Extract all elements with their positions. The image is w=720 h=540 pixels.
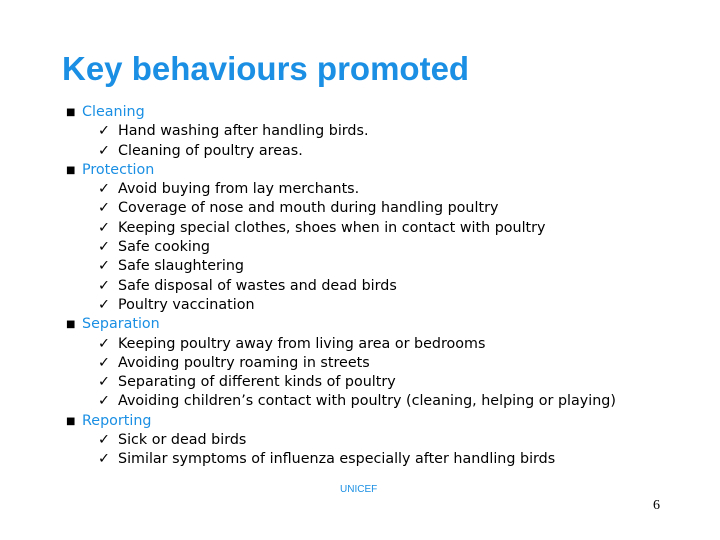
item-text: Sick or dead birds <box>118 432 247 449</box>
category-label: Cleaning <box>82 104 145 120</box>
category-label: Protection <box>82 161 155 178</box>
list-item <box>66 238 706 257</box>
category-label: Separation <box>82 316 160 333</box>
square-bullet-icon: ■ <box>66 107 76 118</box>
category-reporting <box>66 412 706 431</box>
behaviour-list <box>66 103 706 470</box>
checkmark-icon: ✓ <box>98 354 110 371</box>
list-item <box>66 219 706 238</box>
checkmark-icon: ✓ <box>98 219 110 236</box>
list-item <box>66 142 706 161</box>
item-text: Coverage of nose and mouth during handling poultry <box>118 200 499 217</box>
square-bullet-icon: ■ <box>66 164 76 176</box>
item-text: Similar symptoms of influenza especially after handling birds <box>118 451 556 468</box>
category-cleaning <box>66 103 706 122</box>
page-number: 6 <box>653 498 660 513</box>
list-item <box>66 335 706 354</box>
slide-title: Key behaviours promoted <box>62 50 470 87</box>
checkmark-icon: ✓ <box>98 451 110 468</box>
list-item <box>66 199 706 218</box>
category-label: Reporting <box>82 412 152 429</box>
list-item <box>66 122 706 141</box>
item-text: Cleaning of poultry areas. <box>118 142 303 159</box>
checkmark-icon: ✓ <box>98 432 110 449</box>
checkmark-icon: ✓ <box>98 277 110 294</box>
checkmark-icon: ✓ <box>98 393 110 410</box>
checkmark-icon: ✓ <box>98 258 110 275</box>
square-bullet-icon: ■ <box>66 415 76 427</box>
item-text: Poultry vaccination <box>118 296 255 313</box>
item-text: Avoiding poultry roaming in streets <box>118 354 370 371</box>
checkmark-icon: ✓ <box>98 181 110 198</box>
footer-text: UNICEF <box>340 484 378 495</box>
item-text: Avoid buying from lay merchants. <box>118 181 360 198</box>
list-item <box>66 354 706 373</box>
checkmark-icon: ✓ <box>98 200 110 217</box>
checkmark-icon: ✓ <box>98 374 110 391</box>
square-bullet-icon: ■ <box>66 319 76 331</box>
checkmark-icon: ✓ <box>98 296 110 313</box>
item-text: Avoiding children’s contact with poultry (cleaning, helping or playing) <box>118 393 616 410</box>
checkmark-icon: ✓ <box>98 142 110 159</box>
item-text: Keeping special clothes, shoes when in contact with poultry <box>118 219 546 236</box>
checkmark-icon: ✓ <box>98 123 110 140</box>
category-separation <box>66 315 706 334</box>
list-item <box>66 373 706 392</box>
list-item <box>66 296 706 315</box>
item-text: Safe cooking <box>118 239 210 256</box>
checkmark-icon: ✓ <box>98 335 110 352</box>
list-item <box>66 180 706 199</box>
list-item <box>66 431 706 450</box>
list-item <box>66 450 706 469</box>
checkmark-icon: ✓ <box>98 239 110 256</box>
list-item <box>66 392 706 411</box>
category-protection <box>66 161 706 180</box>
item-text: Keeping poultry away from living area or bedrooms <box>118 335 486 352</box>
item-text: Safe disposal of wastes and dead birds <box>118 277 397 294</box>
item-text: Separating of different kinds of poultry <box>118 374 396 391</box>
item-text: Safe slaughtering <box>118 258 244 275</box>
list-item <box>66 257 706 276</box>
item-text: Hand washing after handling birds. <box>118 123 369 140</box>
list-item <box>66 277 706 296</box>
